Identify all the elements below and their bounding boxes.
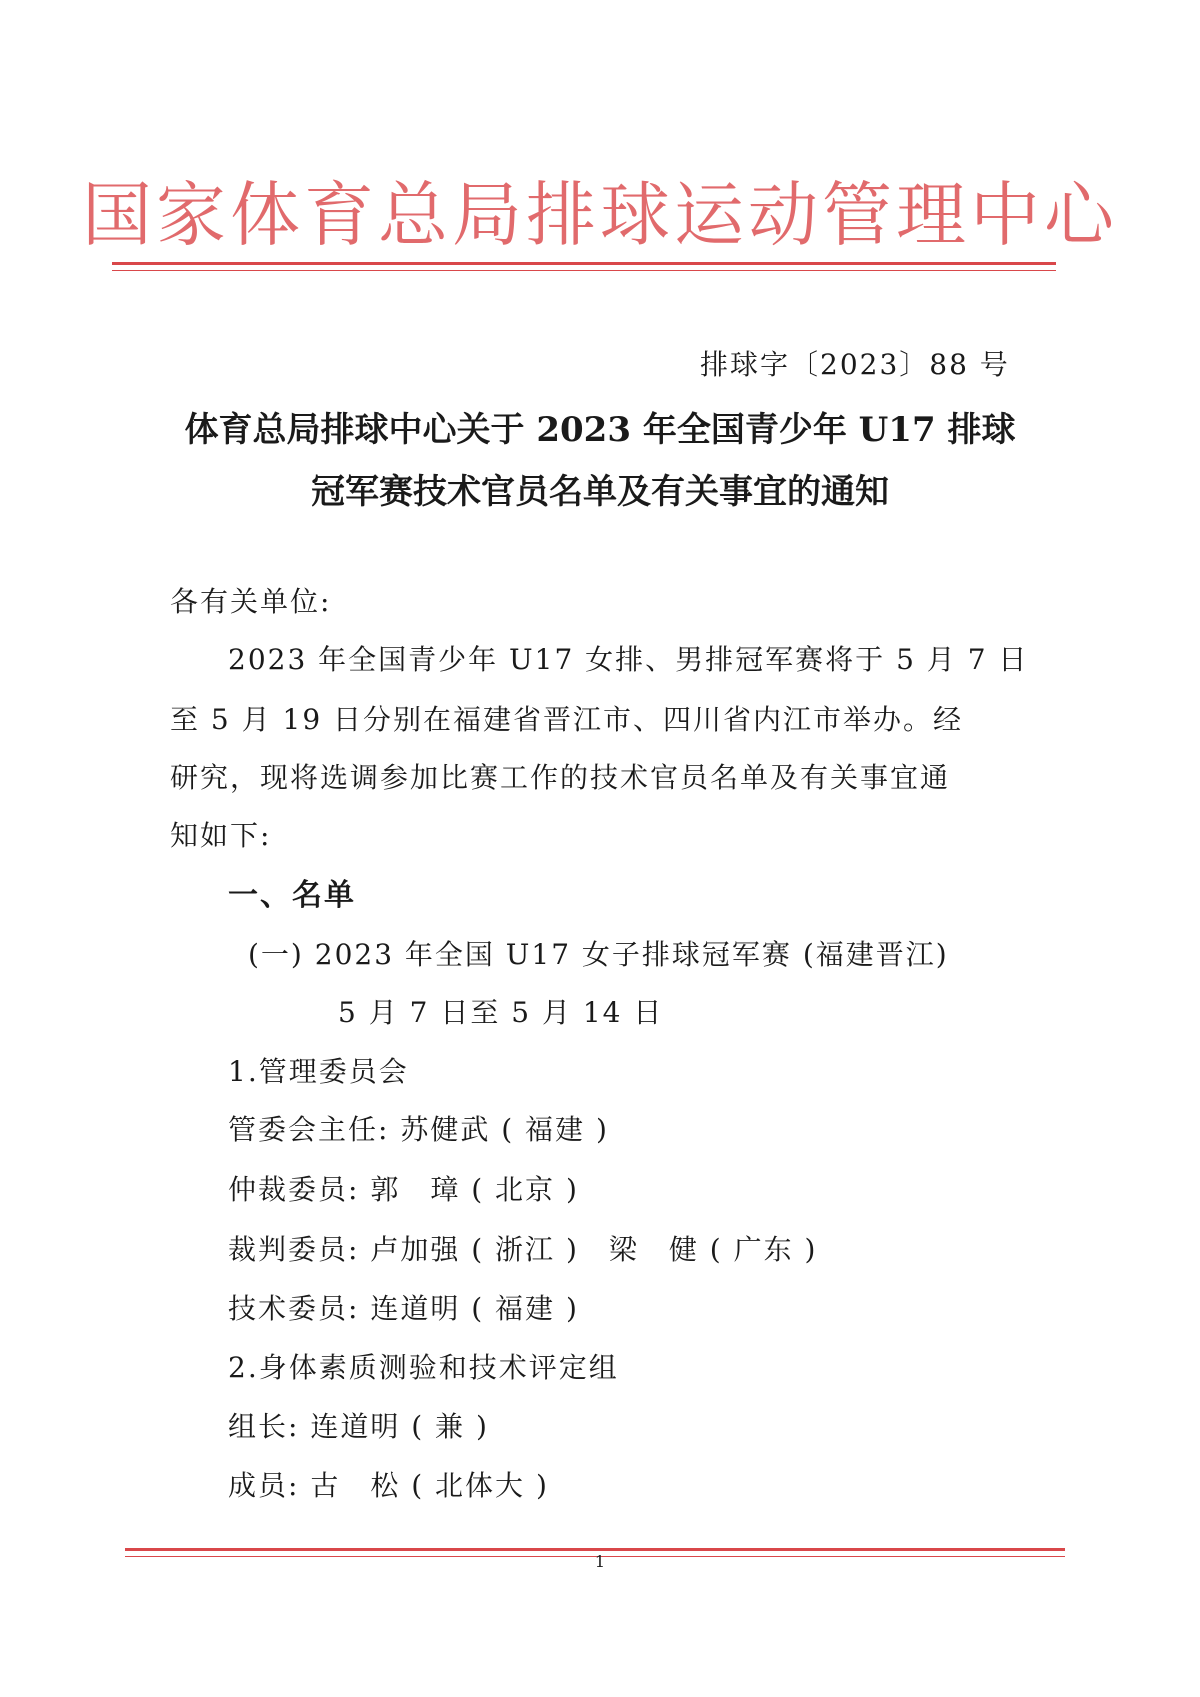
document-number: 排球字〔2023〕88 号: [700, 348, 1010, 381]
list-item: 管委会主任: 苏健武 ( 福建 ): [228, 1113, 609, 1146]
list-item: 组长: 连道明 ( 兼 ): [228, 1410, 489, 1443]
list-item: 2.身体素质测验和技术评定组: [228, 1351, 619, 1384]
title-line-1: 体育总局排球中心关于 2023 年全国青少年 U17 排球: [184, 410, 1016, 450]
list-item: 1.管理委员会: [228, 1055, 409, 1088]
paragraph-line: 知如下:: [170, 819, 272, 852]
salutation: 各有关单位:: [170, 585, 332, 618]
title-line-2: 冠军赛技术官员名单及有关事宜的通知: [311, 472, 889, 512]
list-item: 仲裁委员: 郭 璋 ( 北京 ): [228, 1173, 579, 1206]
page-number: 1: [594, 1552, 606, 1571]
masthead-rule-thin: [112, 270, 1056, 271]
footer-rule-thick: [125, 1548, 1065, 1551]
list-item: 裁判委员: 卢加强 ( 浙江 ) 梁 健 ( 广东 ): [228, 1233, 818, 1266]
subsection-dates: 5 月 7 日至 5 月 14 日: [338, 996, 664, 1029]
masthead-org-name: 国家体育总局排球运动管理中心: [82, 174, 1118, 256]
list-item: 技术委员: 连道明 ( 福建 ): [228, 1292, 579, 1325]
masthead-rule-thick: [112, 262, 1056, 265]
section-heading: 一、名单: [228, 878, 356, 913]
paragraph-line: 2023 年全国青少年 U17 女排、男排冠军赛将于 5 月 7 日: [228, 643, 1029, 676]
list-item: 成员: 古 松 ( 北体大 ): [228, 1469, 549, 1502]
paragraph-line: 至 5 月 19 日分别在福建省晋江市、四川省内江市举办。经: [170, 703, 964, 736]
subsection-heading: (一) 2023 年全国 U17 女子排球冠军赛 (福建晋江): [248, 938, 949, 971]
paragraph-line: 研究，现将选调参加比赛工作的技术官员名单及有关事宜通: [170, 761, 951, 794]
